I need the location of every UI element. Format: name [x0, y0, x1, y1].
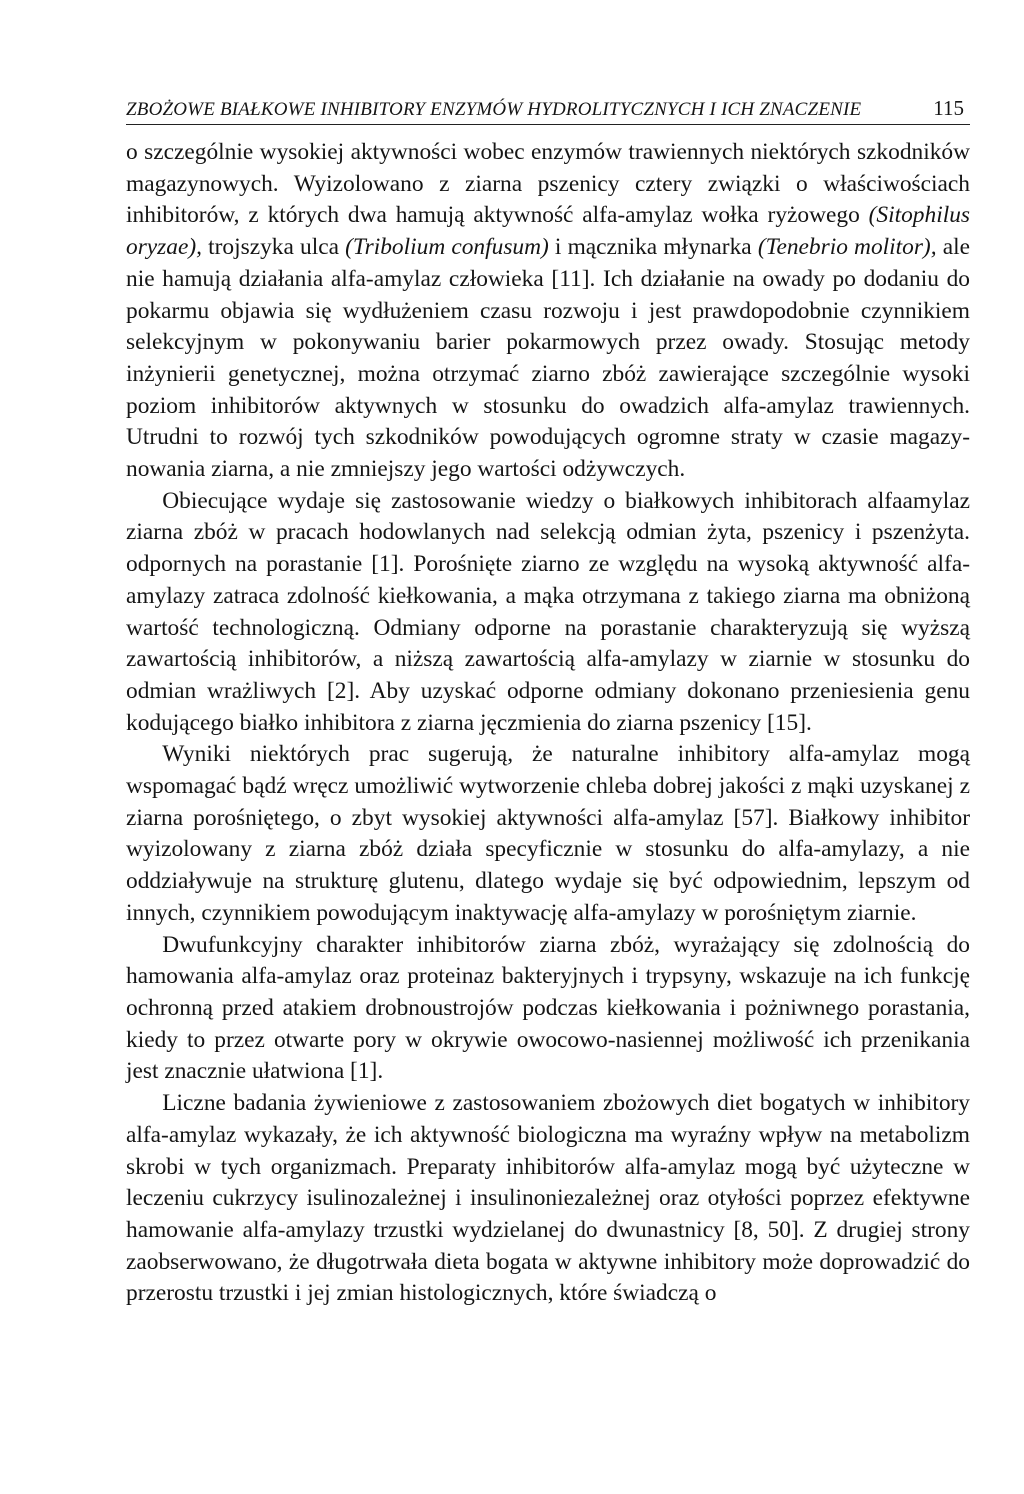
text-run: ale nie hamują działania alfa-amylaz człowieka [11]. Ich działanie na owady po dodaniu do pokarmu objawia się wydłużeniem czasu rozwoju i jest prawdopodobnie czynnikiem selekcyjnym w pokonywaniu barier pokarmowych przez owady. Stosując metody inżynierii genetycznej, można otrzymać ziarno zbóż zawierające szczególnie wysoki poziom inhibitorów aktywnych w stosunku do owadzich alfa-amylaz trawiennych. Utrudni to rozwój tych szkodników powodujących ogromne straty w czasie magazynowania ziarna, a nie zmniejszy jego wartości odżywczych. [126, 234, 970, 483]
text-run: o szczególnie wysokiej aktywności wobec enzymów trawiennych niektórych szkodników magazynowych. Wyizolowano z ziarna pszenicy cztery związki o właściwościach inhibitorów, z których dwa hamują aktywność alfa-amylaz wołka ryżowego [126, 139, 970, 229]
text-run: trojszyka ulca [202, 234, 346, 261]
paragraph [126, 1088, 970, 1310]
document-page [126, 96, 970, 1310]
text-run: Dwufunkcyjny charakter inhibitorów ziarna zbóż, wyrażający się zdolnością do hamowania alfa-amylaz oraz proteinaz bakteryjnych i trypsyny, wskazuje na ich funkcję ochronną przed atakiem drobnoustrojów podczas kiełkowania i pożniwnego porastania, kiedy to przez otwarte pory w okrywie owocowo-nasiennej możliwość ich przenikania jest znacznie ułatwiona [1]. [126, 931, 970, 1085]
text-run: i mącznika młynarka [548, 234, 758, 261]
text-run: Wyniki niektórych prac sugerują, że naturalne inhibitory alfa-amylaz mogą wspomagać bądź wręcz umożliwić wytworzenie chleba dobrej jakości z mąki uzyskanej z ziarna porośniętego, o zbyt wysokiej aktywności alfa-amylaz [57]. Białkowy inhibitor wyizolowany z ziarna zbóż działa specyficznie w stosunku do alfa-amylazy, a nie oddziaływuje na strukturę glutenu, dlatego wydaje się być odpowiednim, lepszym od innych, czynnikiem powodującym inaktywację alfa-amylazy w porośniętym ziarnie. [126, 741, 970, 926]
page-number: 115 [933, 96, 964, 120]
paragraph [126, 930, 970, 1089]
species-name: (Tenebrio molitor), [757, 234, 937, 261]
paragraph [126, 137, 970, 486]
species-name: (Tribolium confusum) [345, 234, 549, 261]
paragraph [126, 739, 970, 929]
text-run: Liczne badania żywieniowe z zastosowaniem zbożowych diet bogatych w inhibitory alfa-amylaz wykazały, że ich aktywność biologiczna ma wyraźny wpływ na metabolizm skrobi w tych organizmach. Preparaty inhibitorów alfa-amylaz mogą być użyteczne w leczeniu cukrzycy isulinozależnej i insulinoniezależnej oraz otyłości poprzez efektywne hamowanie alfa-amylazy trzustki wydzielanej do dwunastnicy [8, 50]. Z drugiej strony zaobserwowano, że długotrwała dieta bogata w aktywne inhibitory może doprowadzić do przerostu trzustki i jej zmian histologicznych, które świadczą o [126, 1090, 970, 1307]
body-text [126, 137, 970, 1310]
text-run: Obiecujące wydaje się zastosowanie wiedzy o białkowych inhibitorach alfaamylaz ziarna zbóż w pracach hodowlanych nad selekcją odmian żyta, pszenicy i pszenżyta. odpornych na porastanie [1]. Porośnięte ziarno ze względu na wysoką aktywność alfa-amylazy zatraca zdolność kiełkowania, a mąka otrzymana z takiego ziarna ma obniżoną wartość technologiczną. Odmiany odporne na porastanie charakteryzują się wyższą zawartością inhibitorów, a niższą zawartością alfa-amylazy w ziarnie w stosunku do odmian wrażliwych [2]. Aby uzyskać odporne odmiany dokonano przeniesienia genu kodującego białko inhibitora z ziarna jęczmienia do ziarna pszenicy [15]. [126, 487, 970, 736]
running-title: ZBOŻOWE BIAŁKOWE INHIBITORY ENZYMÓW HYDROLITYCZNYCH I ICH ZNACZENIE [126, 99, 862, 120]
paragraph [126, 486, 970, 740]
running-header [126, 96, 970, 125]
species-name: (Sitophilus oryzae), [126, 202, 970, 261]
